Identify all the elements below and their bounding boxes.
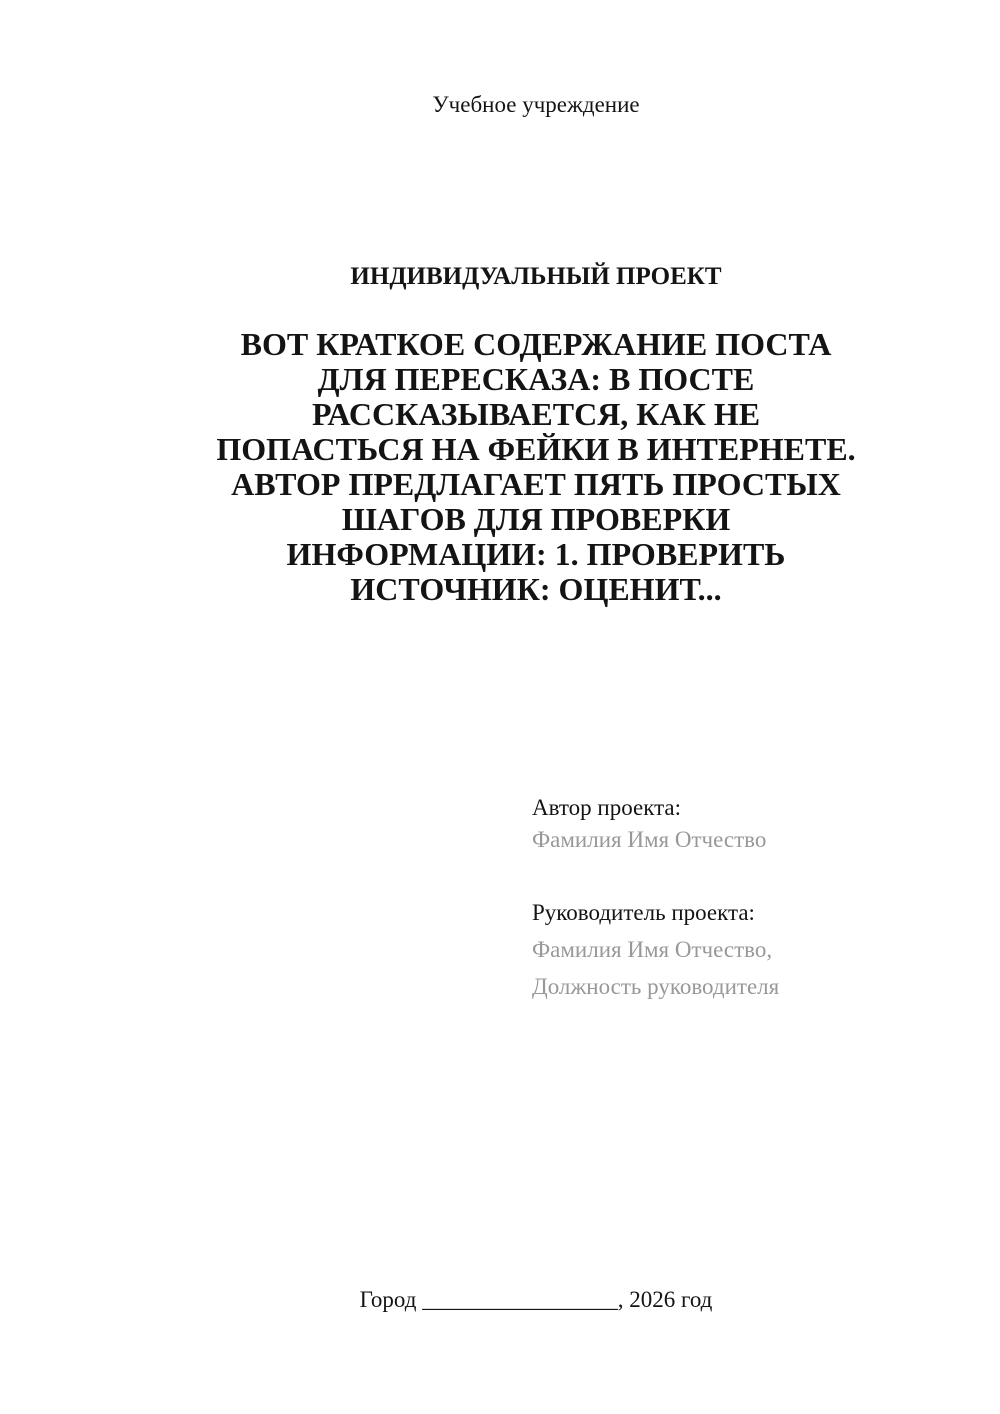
project-title-line: РАССКАЗЫВАЕТСЯ, КАК НЕ [311,396,761,432]
project-title-line: ИНФОРМАЦИИ: 1. ПРОВЕРИТЬ [286,536,786,572]
credits-block [532,792,779,1005]
project-title [143,327,929,607]
institution-name: Учебное учреждение [432,92,640,117]
author-label: Автор проекта: [532,795,681,820]
document-type-heading: ИНДИВИДУАЛЬНЫЙ ПРОЕКТ [350,263,722,290]
project-title-line: ДЛЯ ПЕРЕСКАЗА: В ПОСТЕ [317,361,755,397]
supervisor-position-placeholder: Должность руководителя [532,974,780,999]
project-title-line: ПОПАСТЬСЯ НА ФЕЙКИ В ИНТЕРНЕТЕ. [216,431,856,467]
project-title-line: ВОТ КРАТКОЕ СОДЕРЖАНИЕ ПОСТА [240,326,832,362]
project-title-line: ШАГОВ ДЛЯ ПРОВЕРКИ [341,501,731,537]
supervisor-label: Руководитель проекта: [532,900,755,925]
project-title-line: АВТОР ПРЕДЛАГАЕТ ПЯТЬ ПРОСТЫХ [231,466,841,502]
city-year-line: Город _________________, 2026 год [359,1287,713,1312]
project-title-line: ИСТОЧНИК: ОЦЕНИТ... [350,571,722,607]
author-name-placeholder: Фамилия Имя Отчество [532,827,767,852]
supervisor-name-placeholder: Фамилия Имя Отчество, [532,937,773,962]
